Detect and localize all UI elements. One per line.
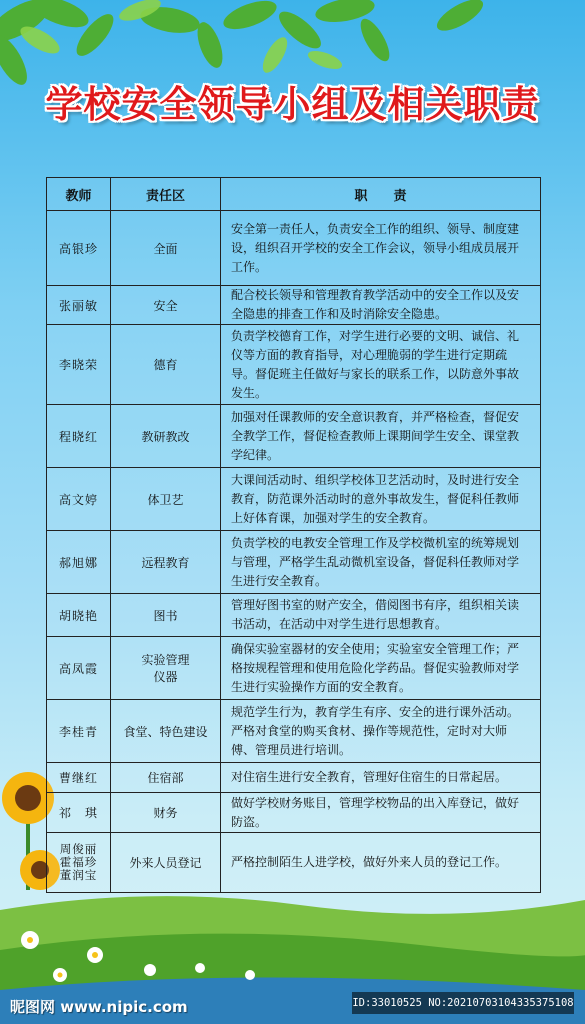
area-cell: 实验管理 仪器 bbox=[111, 637, 221, 700]
watermark-site: 昵图网 www.nipic.com bbox=[10, 998, 188, 1016]
duty-cell: 确保实验室器材的安全使用；实验室安全管理工作；严格按规程管理和使用危险化学药品。督促实验教师对学生进行实验操作方面的安全教育。 bbox=[221, 637, 541, 700]
area-cell: 德育 bbox=[111, 325, 221, 405]
watermark-id: ID:33010525 NO:20210703104335375108 bbox=[352, 992, 574, 1014]
teacher-cell: 李桂青 bbox=[47, 700, 111, 763]
area-cell: 体卫艺 bbox=[111, 468, 221, 531]
area-cell: 安全 bbox=[111, 286, 221, 325]
teacher-cell: 周俊丽 霍福珍 董润宝 bbox=[47, 833, 111, 893]
table-row bbox=[47, 594, 541, 637]
header-teacher: 教师 bbox=[47, 178, 111, 211]
table-row bbox=[47, 637, 541, 700]
area-cell: 图书 bbox=[111, 594, 221, 637]
duty-cell: 做好学校财务账目，管理学校物品的出入库登记，做好防盗。 bbox=[221, 793, 541, 833]
table-row bbox=[47, 700, 541, 763]
teacher-cell: 张丽敏 bbox=[47, 286, 111, 325]
table-row bbox=[47, 531, 541, 594]
teacher-cell: 曹继红 bbox=[47, 763, 111, 793]
duty-table bbox=[46, 177, 541, 893]
table-row bbox=[47, 405, 541, 468]
duty-cell: 严格控制陌生人进学校，做好外来人员的登记工作。 bbox=[221, 833, 541, 893]
area-cell: 住宿部 bbox=[111, 763, 221, 793]
table-row bbox=[47, 325, 541, 405]
duty-cell: 管理好图书室的财产安全，借阅图书有序，组织相关读书活动，在活动中对学生进行思想教育。 bbox=[221, 594, 541, 637]
table-row bbox=[47, 763, 541, 793]
area-cell: 外来人员登记 bbox=[111, 833, 221, 893]
area-cell: 食堂、特色建设 bbox=[111, 700, 221, 763]
header-area: 责任区 bbox=[111, 178, 221, 211]
table-row bbox=[47, 833, 541, 893]
table-row bbox=[47, 286, 541, 325]
area-cell: 全面 bbox=[111, 211, 221, 286]
area-cell: 教研教改 bbox=[111, 405, 221, 468]
duty-cell: 大课间活动时、组织学校体卫艺活动时，及时进行安全教育，防范课外活动时的意外事故发生，督促科任教师上好体育课，加强对学生的安全教育。 bbox=[221, 468, 541, 531]
header-duty: 职 责 bbox=[221, 178, 541, 211]
teacher-cell: 高银珍 bbox=[47, 211, 111, 286]
teacher-cell: 胡晓艳 bbox=[47, 594, 111, 637]
duty-cell: 负责学校德育工作，对学生进行必要的文明、诚信、礼仪等方面的教育指导，对心理脆弱的学生进行定期疏导。督促班主任做好与家长的联系工作，以防意外事故发生。 bbox=[221, 325, 541, 405]
area-cell: 远程教育 bbox=[111, 531, 221, 594]
area-cell: 财务 bbox=[111, 793, 221, 833]
table-header-row bbox=[47, 178, 541, 211]
duty-cell: 对住宿生进行安全教育，管理好住宿生的日常起居。 bbox=[221, 763, 541, 793]
teacher-cell: 高文婷 bbox=[47, 468, 111, 531]
teacher-cell: 祁 琪 bbox=[47, 793, 111, 833]
duty-cell: 配合校长领导和管理教育教学活动中的安全工作以及安全隐患的排查工作和及时消除安全隐患。 bbox=[221, 286, 541, 325]
teacher-cell: 程晓红 bbox=[47, 405, 111, 468]
duty-cell: 规范学生行为，教育学生有序、安全的进行课外活动。严格对食堂的购买食材、操作等规范性，定时对大师傅、管理员进行培训。 bbox=[221, 700, 541, 763]
teacher-cell: 李晓荣 bbox=[47, 325, 111, 405]
duty-cell: 加强对任课教师的安全意识教育，并严格检查，督促安全教学工作，督促检查教师上课期间学生安全、课堂教学纪律。 bbox=[221, 405, 541, 468]
table-row bbox=[47, 468, 541, 531]
table-row bbox=[47, 793, 541, 833]
teacher-cell: 郝旭娜 bbox=[47, 531, 111, 594]
page-title: 学校安全领导小组及相关职责 bbox=[45, 83, 540, 126]
table-row bbox=[47, 211, 541, 286]
teacher-cell: 高凤霞 bbox=[47, 637, 111, 700]
duty-cell: 负责学校的电教安全管理工作及学校微机室的统筹规划与管理，严格学生乱动微机室设备，督促科任教师对学生进行安全教育。 bbox=[221, 531, 541, 594]
duty-cell: 安全第一责任人，负责安全工作的组织、领导、制度建设，组织召开学校的安全工作会议，领导小组成员展开工作。 bbox=[221, 211, 541, 286]
